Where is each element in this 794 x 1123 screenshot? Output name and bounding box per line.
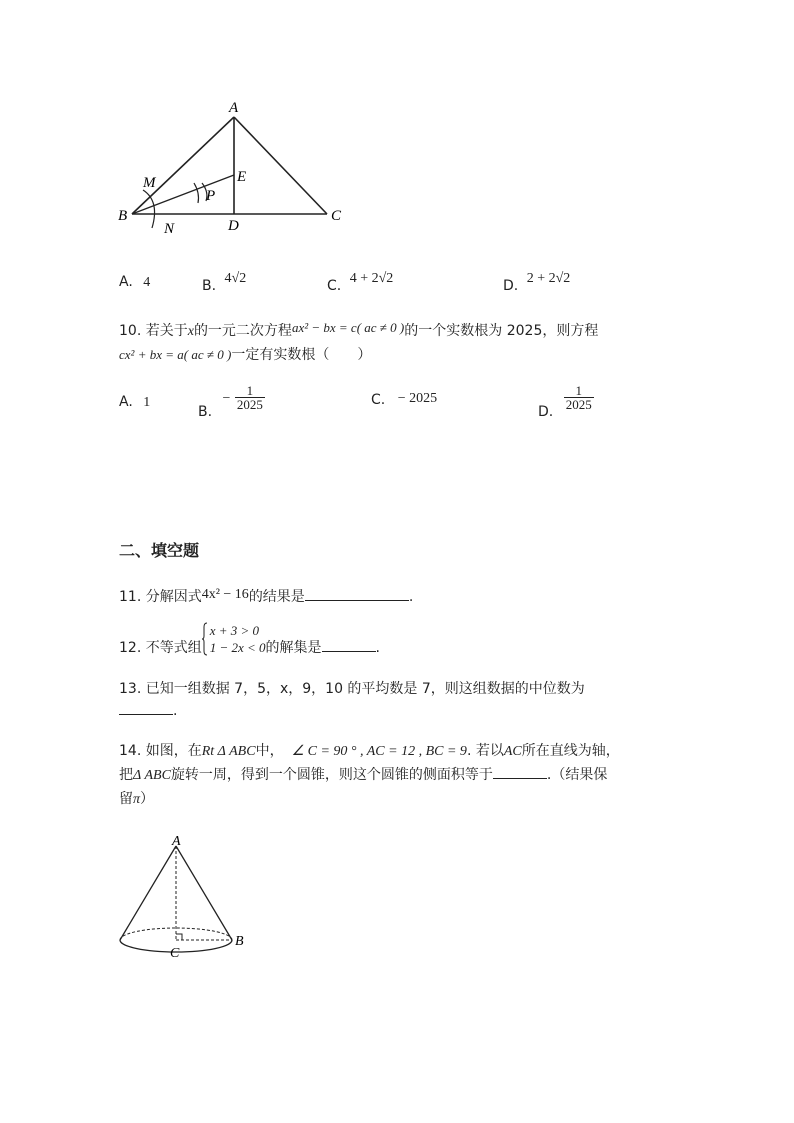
q10-option-b [198,383,265,420]
option-value: 4 [143,275,151,290]
fraction [235,384,265,411]
q14-text: 留 [119,791,133,807]
q11-suffix: 的结果是 [248,589,305,605]
q14-line2 [119,764,607,784]
denominator: 2025 [565,397,592,412]
label-B: B [118,208,128,224]
q9-option-a [119,274,150,291]
answer-blank[interactable] [305,586,409,601]
q12-prefix: 12. 不等式组 [119,640,202,656]
q14-text: ） [140,791,155,807]
q10-text: 10. 若关于 [119,323,188,339]
answer-blank[interactable] [493,764,547,779]
q14-line3 [119,788,154,808]
q11-prefix: 11. 分解因式 [119,589,202,605]
option-letter: A. [119,394,133,410]
q10-condition-2: ( ac ≠ 0 ) [183,347,232,362]
q10-option-c [371,392,437,409]
q10-text: 的一元二次方程 [193,323,292,339]
brace-icon [202,622,208,656]
q11 [119,586,413,606]
answer-blank[interactable] [119,700,173,715]
label-A: A [229,100,239,116]
option-value: 4√2 [224,271,247,286]
option-value: − 2025 [397,391,438,406]
option-letter: D. [538,403,554,420]
cone-label-B: B [235,934,244,949]
q14-conditions: ∠ C = 90 ° , AC = 12 , BC = 9 [291,744,467,759]
q9-option-b [202,271,247,295]
q14-triangle-2: Δ ABC [133,768,171,783]
q14-axis: AC [503,744,522,759]
q14-text: 旋转一周，得到一个圆锥，则这个圆锥的侧面积等于 [170,767,493,783]
label-N: N [164,221,175,237]
numerator: 1 [246,383,254,398]
option-value: 1 [143,395,151,410]
inequality-2: 1 − 2x < 0 [209,640,266,655]
q12 [119,622,380,656]
q14-line1 [119,740,620,760]
option-letter: B. [198,403,213,420]
option-letter: C. [327,278,342,294]
denominator: 2025 [236,397,263,412]
q10-line2 [119,344,371,364]
q14-text: 把 [119,767,133,783]
q12-end: . [375,640,380,656]
q9-option-d [503,271,571,295]
option-value: 4 + 2√2 [349,271,394,286]
fraction [564,384,594,411]
q11-end: . [408,589,414,605]
label-M: M [143,175,156,191]
label-C: C [331,208,342,224]
pi-symbol: π [133,792,141,807]
q10-text: 一定有实数根（ ） [231,347,372,363]
label-D: D [228,218,239,234]
q10-option-d [538,383,594,420]
q10-line1 [119,320,598,340]
q11-expression: 4x² − 16 [201,587,249,602]
q14-text: 中， [255,743,284,759]
triangle-figure [110,95,360,240]
q14-text: .（结果保 [546,767,608,783]
cone-label-A: A [172,834,181,849]
q10-text: 的一个实数根为 2025，则方程 [404,323,599,339]
q10-equation-1: ax² − bx = c [291,320,357,335]
option-sign: − [222,390,231,406]
option-letter: C. [371,392,386,408]
q10-option-a [119,394,150,411]
q9-option-c [327,271,394,295]
q13-line2 [119,700,177,719]
q14-text: . 若以 [466,743,504,759]
label-E: E [237,169,247,185]
q10-condition-1: ( ac ≠ 0 ) [356,320,405,335]
q14-text: 所在直线为轴， [521,743,620,759]
q13-line1: 13. 已知一组数据 7，5，x，9，10 的平均数是 7，则这组数据的中位数为 [119,681,585,697]
q10-var: x [187,324,194,339]
cone-figure [112,832,262,967]
inequality-system [202,622,266,656]
label-P: P [206,188,216,204]
answer-blank[interactable] [322,637,376,652]
cone-label-C: C [170,946,180,961]
option-letter: A. [119,274,133,290]
q12-suffix: 的解集是 [265,640,322,656]
q14-text: 14. 如图，在 [119,743,202,759]
q10-equation-2: cx² + bx = a [119,347,184,362]
section-title: 二、填空题 [119,541,200,560]
inequality-1: x + 3 > 0 [209,623,260,638]
numerator: 1 [575,383,582,398]
option-letter: B. [202,278,217,294]
q14-triangle: Rt Δ ABC [201,744,256,759]
q13-end: . [173,703,178,719]
option-letter: D. [503,278,519,294]
option-value: 2 + 2√2 [526,271,571,286]
